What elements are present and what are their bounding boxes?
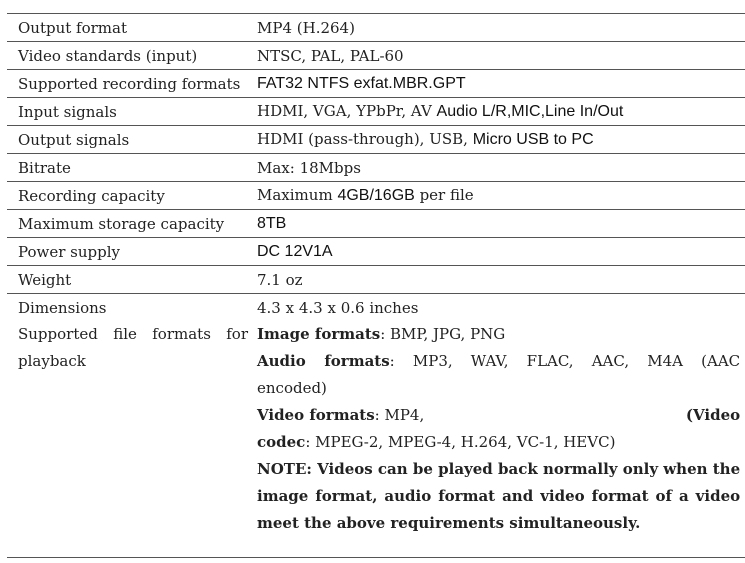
spec-value: [248, 98, 745, 126]
spec-value: [248, 238, 745, 266]
spec-label: Recording capacity: [7, 182, 248, 210]
spec-value: Max: 18Mbps: [248, 154, 745, 182]
spec-label: Output format: [7, 14, 248, 42]
spec-label: Video standards (input): [7, 42, 248, 70]
spec-label: Output signals: [7, 126, 248, 154]
spec-value-part: HDMI, VGA, YPbPr, AV: [257, 102, 437, 120]
spec-label: Input signals: [7, 98, 248, 126]
spec-value-part: exfat.MBR.GPT: [349, 75, 466, 92]
spec-value-part: Micro USB to PC: [472, 131, 594, 148]
spec-value: [248, 126, 745, 154]
spec-value-part: FAT32 NTFS: [257, 75, 350, 92]
spec-value-part: 8TB: [257, 215, 287, 232]
spec-value-part: per file: [414, 186, 474, 204]
audio-formats-label: Audio formats: [257, 352, 390, 370]
table-row: [7, 154, 745, 182]
spec-value-part: 4GB/16GB: [337, 187, 415, 204]
spec-label: Weight: [7, 266, 248, 294]
table-row: [7, 14, 745, 42]
video-codec-open: (Video: [685, 406, 741, 424]
spec-value-part: HDMI (pass-through), USB,: [257, 130, 473, 148]
audio-formats-line: encoded): [257, 379, 327, 397]
note-line: NOTE: Videos can be played back normally only when the: [257, 460, 741, 478]
playback-formats: [248, 321, 745, 558]
table-row: [7, 321, 745, 558]
video-formats-line: [257, 402, 740, 429]
playback-label-line: Supported file formats for: [18, 325, 248, 343]
video-formats-label: Video formats: [257, 406, 375, 424]
audio-formats-value: : MP3, WAV, FLAC, AAC, M4A (AAC: [389, 352, 741, 370]
spec-label: Bitrate: [7, 154, 248, 182]
spec-label: Dimensions: [7, 294, 248, 322]
spec-value-part: Audio L/R,MIC,Line In/Out: [436, 103, 624, 120]
video-codec-label: codec: [257, 433, 306, 451]
spec-value-part: Maximum: [257, 186, 338, 204]
table-row: [7, 182, 745, 210]
spec-label: Supported recording formats: [7, 70, 248, 98]
video-formats-value: : MP4,: [374, 406, 425, 424]
spec-table: [7, 13, 745, 558]
table-row: [7, 294, 745, 322]
spec-value-part: DC 12V1A: [257, 243, 333, 260]
audio-formats-line: [257, 348, 740, 375]
table-row: [7, 42, 745, 70]
spec-value: [248, 210, 745, 238]
video-codec-line: [257, 429, 740, 456]
table-row: [7, 238, 745, 266]
spec-value: [248, 182, 745, 210]
image-formats-label: Image formats: [257, 325, 381, 343]
spec-value: NTSC, PAL, PAL-60: [248, 42, 745, 70]
playback-label-line: playback: [18, 352, 86, 370]
spec-label: Power supply: [7, 238, 248, 266]
table-row: [7, 210, 745, 238]
spec-value: 4.3 x 4.3 x 0.6 inches: [248, 294, 745, 322]
spec-value: [248, 70, 745, 98]
spec-value: MP4 (H.264): [248, 14, 745, 42]
note-line: image format, audio format and video format of a video: [257, 487, 741, 505]
spec-label: Maximum storage capacity: [7, 210, 248, 238]
spec-value: 7.1 oz: [248, 266, 745, 294]
table-row: [7, 70, 745, 98]
table-row: [7, 126, 745, 154]
video-formats-left: [257, 402, 424, 429]
table-row: [7, 266, 745, 294]
image-formats-line: [257, 321, 740, 348]
table-row: [7, 98, 745, 126]
note-line: meet the above requirements simultaneously.: [257, 514, 641, 532]
spec-label: [7, 321, 248, 558]
video-codec-value: : MPEG-2, MPEG-4, H.264, VC-1, HEVC): [305, 433, 616, 451]
image-formats-value: : BMP, JPG, PNG: [380, 325, 506, 343]
